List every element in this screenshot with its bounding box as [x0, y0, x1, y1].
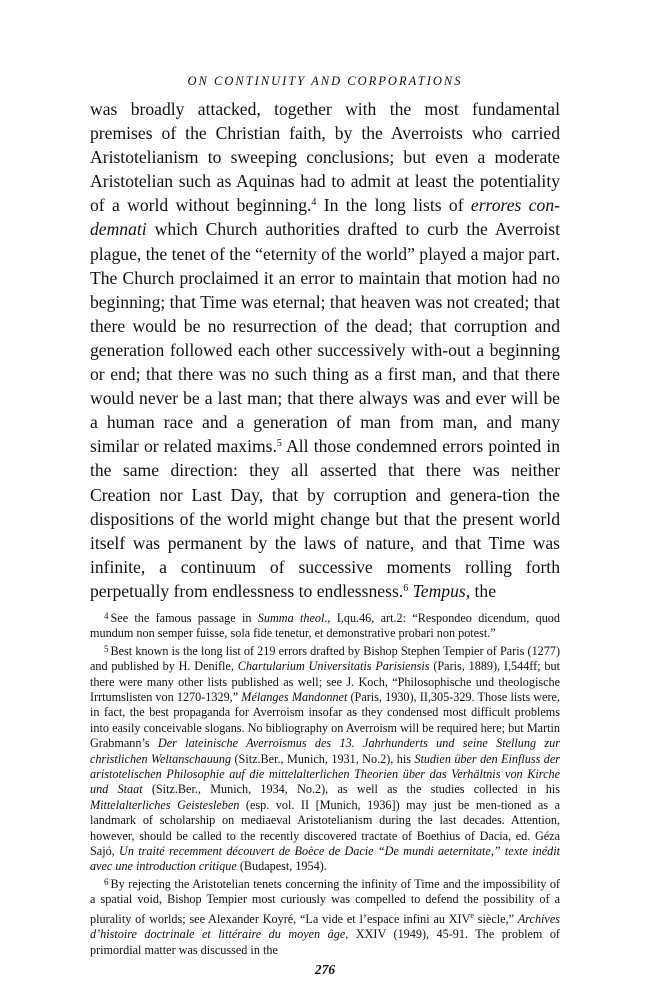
footnote-ref-5: 5: [276, 438, 282, 450]
footnote-6: [90, 875, 560, 958]
main-text-segment: was broadly attacked, together with the most fundamental premises of the Christian faith, by the Averroists who carried Aristotelianism to sweeping conclusions; but even a moderate Aristotelian such as Aquinas had to admit at least the potentiality of a world without beginning.: [90, 99, 560, 216]
footnote-italic: Archives d’histoire doctrinale et littéraire du moyen âge,: [90, 911, 560, 942]
footnote-mark: 4: [104, 610, 109, 621]
footnote-mark: 5: [104, 643, 109, 654]
footnote-text: Best known is the long list of 219 errors drafted by Bishop Stephen Tempier of Paris (1277) and published by H. Denifle,: [90, 643, 560, 674]
footnote-text: By rejecting the Aristotelian tenets concerning the infinity of Time and the impossibility of a spatial void, Bishop Tempier most curiously was compelled to defend the possibility of a plurality of worlds; see Alexander Koyré, “La vide et l’espace infini au XIV: [90, 876, 560, 926]
footnote-text: siècle,”: [473, 911, 518, 926]
footnote-italic: Studien über den Einfluss der aristotelischen Philosophie auf die mittelalterlichen Theorien über das Verhältnis von Kirche und Staat: [90, 751, 561, 797]
footnote-ref-6: 6: [403, 582, 409, 594]
main-paragraph: [90, 97, 560, 603]
footnote-italic: Chartularium Universitatis Parisiensis: [237, 659, 430, 674]
italic-phrase: errores con-demnati: [90, 195, 560, 240]
footnote-text: (Sitz.Ber., Munich, 1931, No.2), his: [231, 751, 415, 766]
footnote-italic: Un traité recemment découvert de Boèce de Dacie “De mundi aeternitate,” texte inédit avec une introduction critique: [90, 844, 560, 874]
footnote-italic: Der lateinische Averroismus des 13. Jahrhunderts und seine Stellung zur christlichen Weltanschauung: [90, 736, 560, 766]
main-text-segment: which Church authorities drafted to curb the Averroist plague, the tenet of the “eternity of the world” played a major part. The Church proclaimed it an error to maintain that motion had no beginning; that Time was eternal; that heaven was not created; that there would be no resurrection of the dead; that corruption and generation followed each other successively with-out a beginning or end; that there was no such thing as a first man, and that there would never be a last man; that there always was and ever will be a human race and a generation of man from man, and many similar or related maxims.: [90, 219, 561, 457]
footnote-text: (Budapest, 1954).: [236, 859, 327, 874]
footnote-text: (Paris, 1930), II,305-329. Those lists were, in fact, the best propaganda for Averroism insofar as they condensed most difficult problems into easily conceivable slogans. No bibliography on Averroism will be required here; but Martin Grabmann’s: [90, 690, 560, 751]
main-text: [90, 97, 560, 603]
footnote-text: XXIV (1949), 45-91. The problem of primordial matter was discussed in the: [90, 927, 560, 957]
footnote-text: I,qu.46, art.2: “Respondeo dicendum, quod mundum non semper fuisse, sola fide tenetur, et demonstrative probari non potest.”: [90, 610, 560, 641]
main-text-segment: In the long lists of: [316, 195, 471, 216]
footnote-text: See the famous passage in: [110, 610, 258, 625]
footnotes: [90, 609, 560, 958]
footnote-5: [90, 642, 560, 875]
superscript: e: [470, 910, 474, 920]
main-text-segment: the: [470, 580, 497, 601]
italic-phrase: Tempus,: [412, 580, 471, 601]
page-number: 276: [314, 961, 336, 977]
footnote-italic: Mittelalterliches Geistesleben: [90, 797, 240, 812]
footnote-text: (Paris, 1889), I,544ff; but there were many other lists published as well; see J. Koch, “Philosophische und theologische Irrtumslisten von 1270-1329,”: [90, 659, 560, 704]
footnote-text: (esp. vol. II [Munich, 1936]) may just be men-tioned as a landmark of scholarship on mediaeval Aristotelianism during the last decades. Attention, however, should be called to the recently discovered tractate of Boethius of Dacia, ed. Géza Sajó,: [90, 797, 560, 859]
footnote-italic: Summa theol.,: [257, 610, 331, 625]
footnote-mark: 6: [104, 876, 109, 887]
footnote-italic: Mélanges Mandonnet: [241, 690, 348, 704]
main-text-segment: All those condemned errors pointed in the same direction: they all asserted that there was neither Creation nor Last Day, that by corruption and genera-tion the dispositions of the world might change but that the present world itself was permanent by the laws of nature, and that Time was infinite, a continuum of successive moments rolling forth perpetually from endlessness to endlessness.: [90, 436, 561, 601]
page: [90, 74, 560, 978]
footnote-4: [90, 609, 560, 642]
footnote-ref-4: 4: [311, 197, 317, 209]
footnote-text: (Sitz.Ber., Munich, 1934, No.2), as well as the studies collected in his: [142, 782, 560, 797]
running-head: ON CONTINUITY AND CORPORATIONS: [187, 74, 463, 88]
